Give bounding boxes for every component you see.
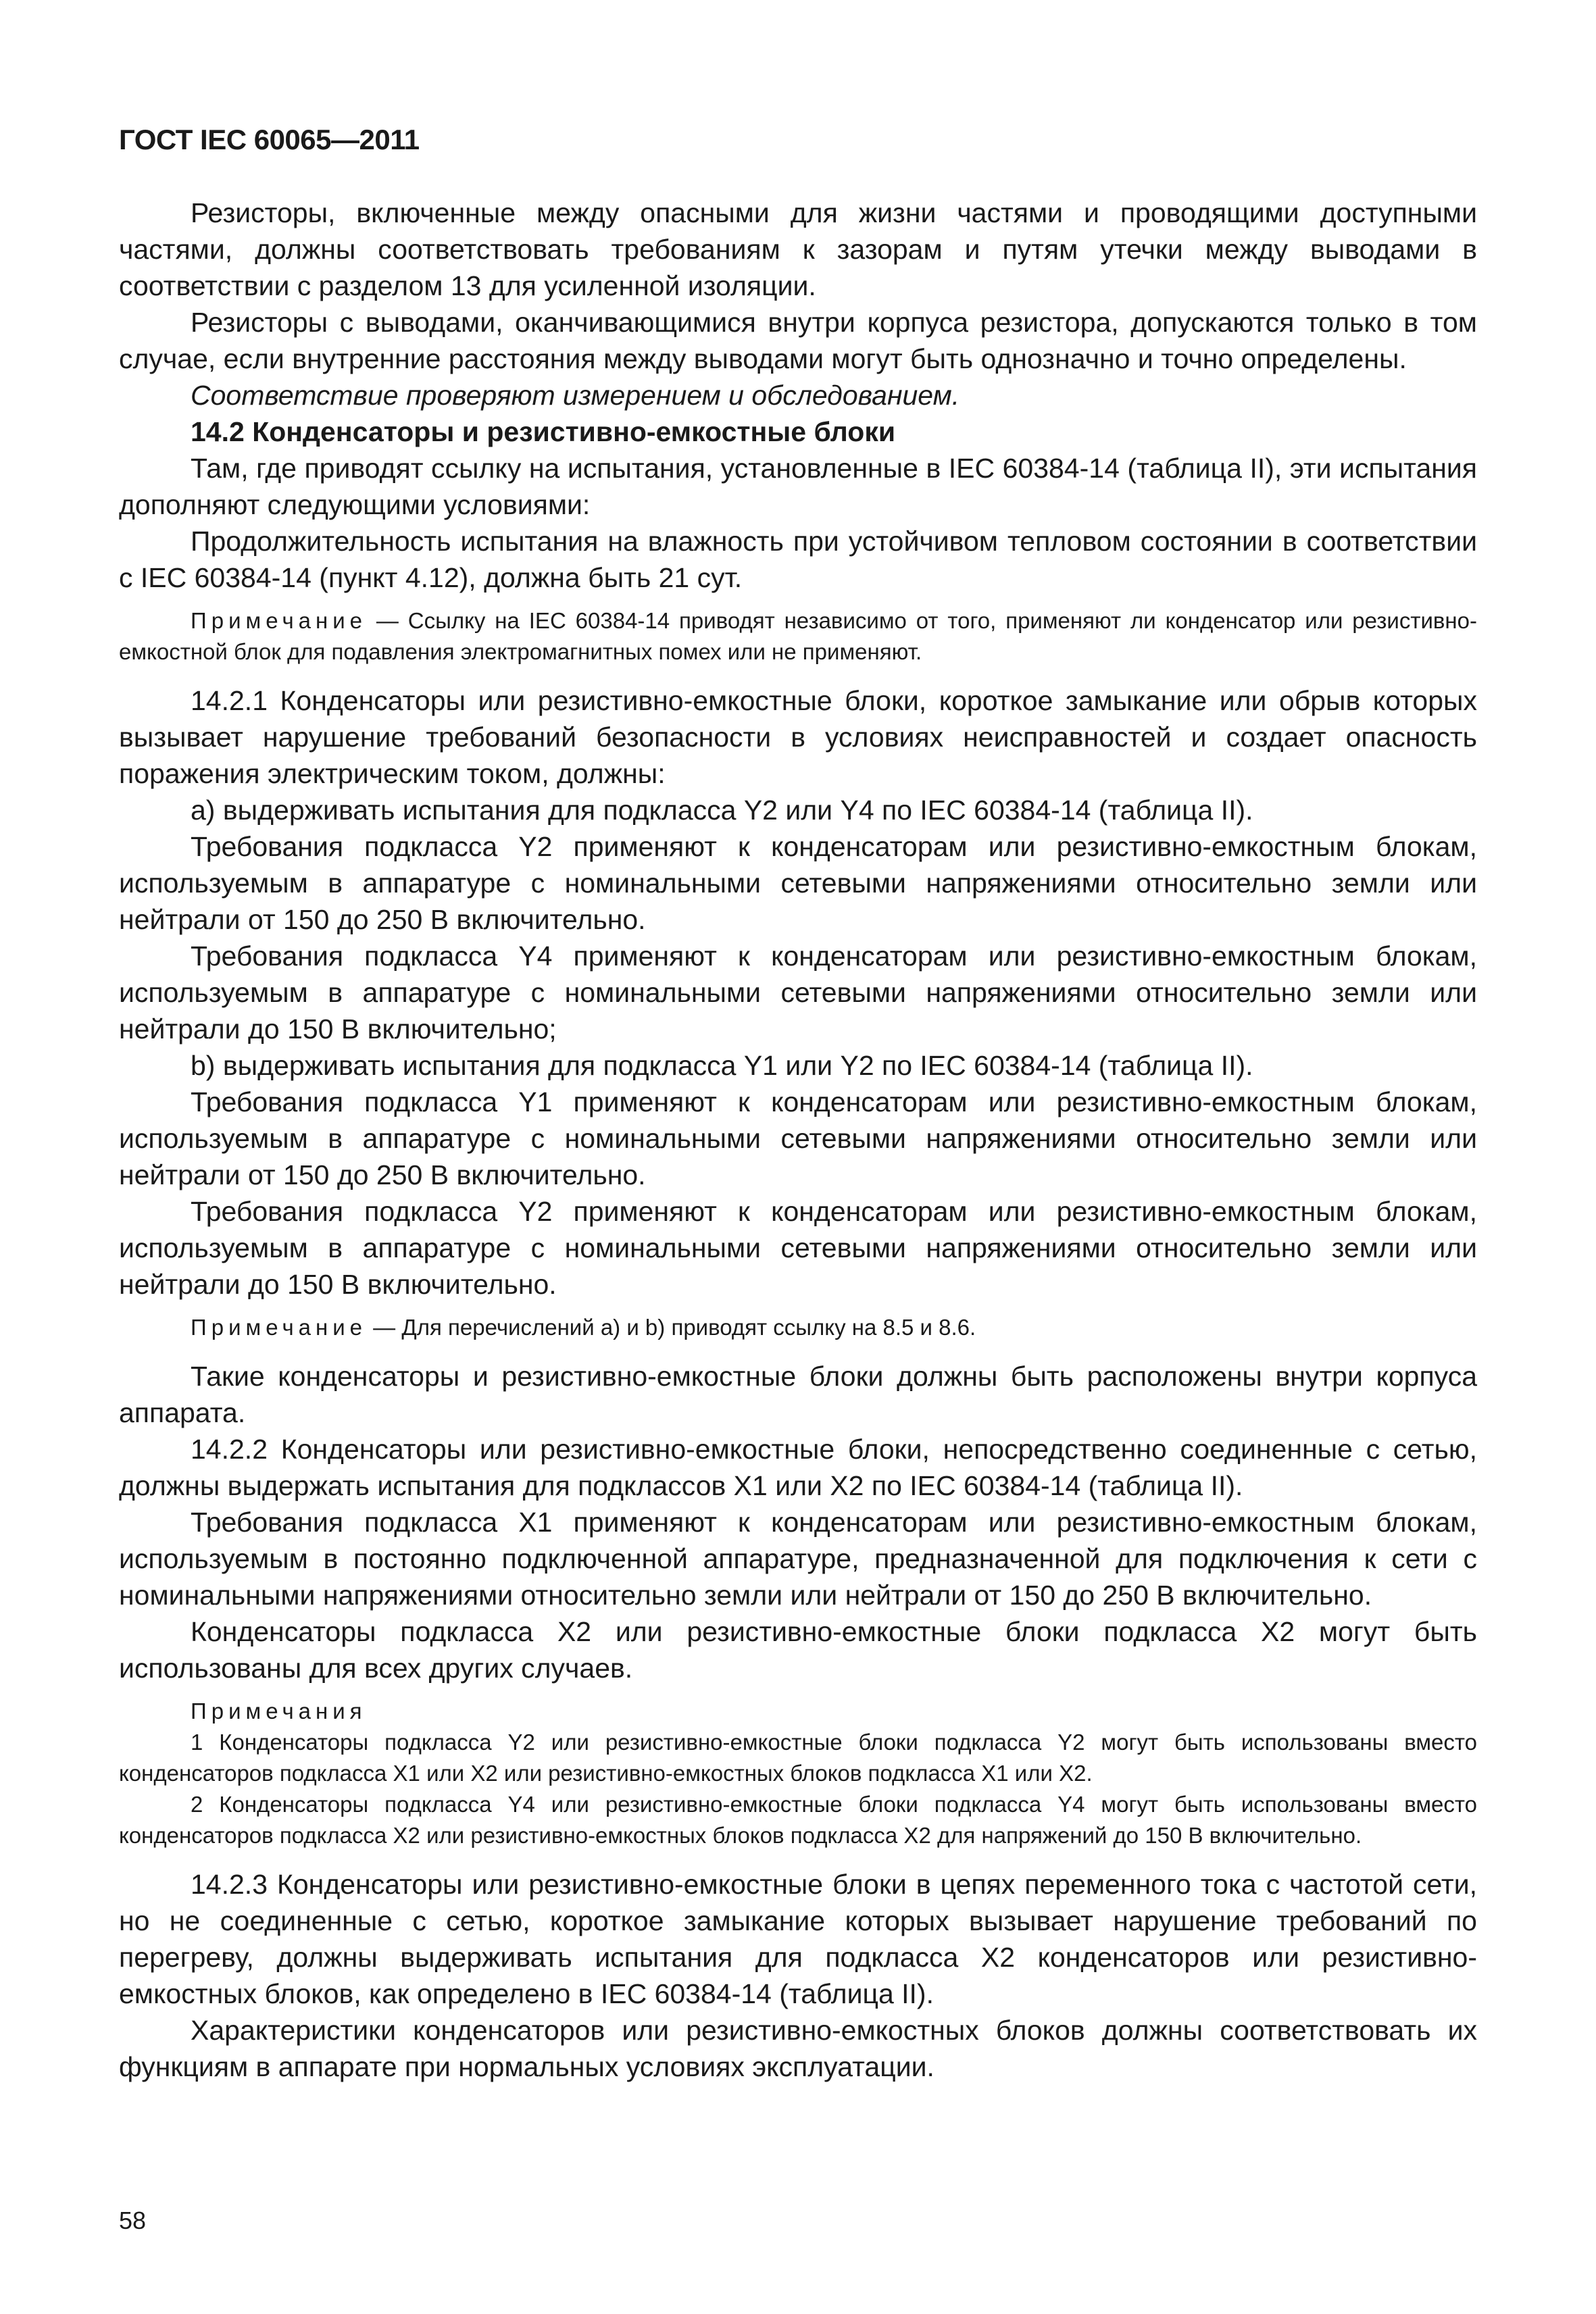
- note-title: Примечание: [191, 608, 368, 633]
- list-item-a: a) выдерживать испытания для подкласса Y2 или Y4 по IEC 60384-14 (таблица II).: [191, 795, 1253, 826]
- paragraph: Конденсаторы подкласса X2 или резистивно-емкостные блоки подкласса X2 могут быть использованы для всех других случаев.: [119, 1616, 1477, 1684]
- paragraph: 14.2.1 Конденсаторы или резистивно-емкостные блоки, короткое замыкание или обрыв которых вызывает нарушение требований безопасности в условиях неисправностей и создает опасность поражения электрическим током, должны:: [119, 685, 1477, 789]
- note-text: — Ссылку на IEC 60384-14 приводят независимо от того, применяют ли конденсатор или резистивно-емкостной блок для подавления электромагнитных помех или не применяют.: [119, 608, 1477, 664]
- paragraph: Характеристики конденсаторов или резистивно-емкостных блоков должны соответствовать их функциям в аппарате при нормальных условиях эксплуатации.: [119, 2015, 1477, 2082]
- paragraph: 14.2.2 Конденсаторы или резистивно-емкостные блоки, непосредственно соединенные с сетью, должны выдержать испытания для подклассов X1 или X2 по IEC 60384-14 (таблица II).: [119, 1434, 1477, 1501]
- note-title: Примечание: [191, 1315, 368, 1340]
- document-header: ГОСТ IEC 60065—2011: [119, 124, 420, 155]
- paragraph: Резисторы, включенные между опасными для жизни частями и проводящими доступными частями, должны соответствовать требованиям к зазорам и путям утечки между выводами в соответствии с разделом 13 для усиленной изоляции.: [119, 197, 1477, 301]
- compliance-statement: Соответствие проверяют измерением и обследованием.: [191, 380, 960, 411]
- document-page: [119, 122, 1477, 2085]
- list-item-b: b) выдерживать испытания для подкласса Y1 или Y2 по IEC 60384-14 (таблица II).: [191, 1050, 1253, 1081]
- notes-heading: Примечания: [191, 1699, 367, 1724]
- note-item: 2 Конденсаторы подкласса Y4 или резистивно-емкостные блоки подкласса Y4 могут быть использованы вместо конденсаторов подкласса X2 или резистивно-емкостных блоков подкласса X2 для напряжений до 150 В включительно.: [119, 1792, 1477, 1848]
- paragraph: Требования подкласса Y2 применяют к конденсаторам или резистивно-емкостным блокам, используемым в аппаратуре с номинальными сетевыми напряжениями относительно земли или нейтрали до 150 В включительно.: [119, 1196, 1477, 1300]
- note: [119, 1312, 1477, 1343]
- paragraph: Требования подкласса X1 применяют к конденсаторам или резистивно-емкостным блокам, используемым в постоянно подключенной аппаратуре, предназначенной для подключения к сети с номинальными напряжениями относительно земли или нейтрали от 150 до 250 В включительно.: [119, 1507, 1477, 1611]
- page-number: 58: [119, 2207, 147, 2234]
- paragraph: Требования подкласса Y2 применяют к конденсаторам или резистивно-емкостным блокам, используемым в аппаратуре с номинальными сетевыми напряжениями относительно земли или нейтрали от 150 до 250 В включительно.: [119, 831, 1477, 935]
- section-heading-14-2: 14.2 Конденсаторы и резистивно-емкостные блоки: [191, 416, 896, 447]
- paragraph: Продолжительность испытания на влажность при устойчивом тепловом состоянии в соответствии с IEC 60384-14 (пункт 4.12), должна быть 21 сут.: [119, 526, 1477, 593]
- paragraph: Требования подкласса Y1 применяют к конденсаторам или резистивно-емкостным блокам, используемым в аппаратуре с номинальными сетевыми напряжениями относительно земли или нейтрали от 150 до 250 В включительно.: [119, 1086, 1477, 1190]
- paragraph: Резисторы с выводами, оканчивающимися внутри корпуса резистора, допускаются только в том случае, если внутренние расстояния между выводами могут быть однозначно и точно определены.: [119, 307, 1477, 374]
- paragraph: Там, где приводят ссылку на испытания, установленные в IEC 60384-14 (таблица II), эти испытания дополняют следующими условиями:: [119, 453, 1477, 520]
- note-text: — Для перечислений а) и b) приводят ссылку на 8.5 и 8.6.: [367, 1315, 976, 1340]
- paragraph: Такие конденсаторы и резистивно-емкостные блоки должны быть расположены внутри корпуса аппарата.: [119, 1361, 1477, 1428]
- note-item: 1 Конденсаторы подкласса Y2 или резистивно-емкостные блоки подкласса Y2 могут быть использованы вместо конденсаторов подкласса X1 или X2 или резистивно-емкостных блоков подкласса X1 или X2.: [119, 1730, 1477, 1786]
- note: [119, 605, 1477, 668]
- paragraph: 14.2.3 Конденсаторы или резистивно-емкостные блоки в цепях переменного тока с частотой сети, но не соединенные с сетью, короткое замыкание которых вызывает нарушение требований по перегреву, должны выдерживать испытания для подкласса X2 конденсаторов или резистивно-емкостных блоков, как определено в IEC 60384-14 (таблица II).: [119, 1869, 1477, 2009]
- paragraph: Требования подкласса Y4 применяют к конденсаторам или резистивно-емкостным блокам, используемым в аппаратуре с номинальными сетевыми напряжениями относительно земли или нейтрали до 150 В включительно;: [119, 940, 1477, 1045]
- notes-block: [119, 1696, 1477, 1851]
